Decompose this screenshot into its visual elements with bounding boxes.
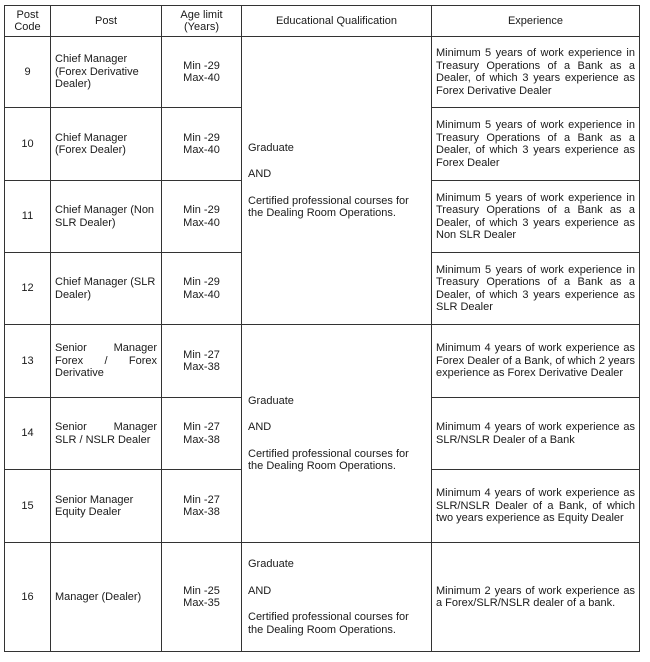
age-limit [162,398,242,470]
post-code: 16 [5,543,51,652]
age-max: Max-40 [183,72,220,84]
header-experience: Experience [432,6,640,37]
table-header-row [5,6,640,37]
experience-cell [432,181,640,253]
experience-text: Minimum 4 years of work experience as Forex Dealer of a Bank, of which 2 years experience as Forex Derivative Dealer [436,342,635,380]
post-name: Chief Manager (Non SLR Dealer) [51,181,162,253]
age-min: Min -29 [183,59,220,72]
header-age-line2: (Years) [183,21,220,33]
experience-cell [432,37,640,108]
post-name: Chief Manager (Forex Derivative Dealer) [51,37,162,108]
post-code: 10 [5,108,51,181]
posts-table [4,5,640,652]
post-name [51,398,162,470]
qualification-line3: Certified professional courses for the Dealing Room Operations. [248,447,409,472]
qualification-cell [242,543,432,652]
age-min: Min -29 [183,131,220,144]
age-limit [162,181,242,253]
post-name: Chief Manager (Forex Dealer) [51,108,162,181]
qualification-line3: Certified professional courses for the Dealing Room Operations. [248,611,409,636]
experience-text: Minimum 5 years of work experience in Treasury Operations of a Bank as a Dealer, of which 3 years experience as Non SLR Dealer [436,191,635,241]
qualification-line2: AND [248,421,272,433]
qualification-line1: Graduate [248,558,294,570]
post-name-text: Senior Manager Forex / Forex Derivative [55,342,157,380]
post-code: 9 [5,37,51,108]
experience-text: Minimum 5 years of work experience in Treasury Operations of a Bank as a Dealer, of which 3 years experience as Forex Dealer [436,119,635,169]
qualification-line3: Certified professional courses for the Dealing Room Operations. [248,194,409,219]
qualification-line2: AND [248,168,272,180]
age-max: Max-40 [183,216,220,229]
header-post-code [5,6,51,37]
age-max: Max-40 [183,144,220,156]
table-row [5,543,640,652]
header-post-code-line2: Code [14,21,41,33]
age-max: Max-38 [183,433,220,446]
experience-cell [432,470,640,543]
experience-cell [432,543,640,652]
post-name [51,325,162,398]
age-max: Max-38 [183,361,220,373]
age-max: Max-35 [183,597,220,609]
age-limit [162,325,242,398]
experience-text: Minimum 5 years of work experience in Treasury Operations of a Bank as a Dealer, of which 3 years experience as Forex Derivative Dealer [436,47,635,97]
post-name: Manager (Dealer) [51,543,162,652]
table-row [5,37,640,108]
qualification-line1: Graduate [248,141,294,154]
post-code: 13 [5,325,51,398]
experience-text: Minimum 2 years of work experience as a Forex/SLR/NSLR dealer of a bank. [436,584,635,609]
experience-text: Minimum 4 years of work experience as SLR/NSLR Dealer of a Bank, of which two years experience as Equity Dealer [436,487,635,525]
qualification-line1: Graduate [248,394,294,407]
experience-text: Minimum 4 years of work experience as SLR/NSLR Dealer of a Bank [436,421,635,446]
qualification-cell [242,325,432,543]
post-code: 15 [5,470,51,543]
qualification-cell [242,37,432,325]
age-limit [162,37,242,108]
age-min: Min -29 [183,276,220,288]
post-name: Senior Manager Equity Dealer [51,470,162,543]
age-limit [162,253,242,325]
header-qualification: Educational Qualification [242,6,432,37]
age-limit [162,543,242,652]
age-min: Min -25 [183,584,220,597]
post-code: 11 [5,181,51,253]
table-row [5,325,640,398]
age-limit [162,108,242,181]
post-name: Chief Manager (SLR Dealer) [51,253,162,325]
age-max: Max-40 [183,288,220,301]
age-max: Max-38 [183,506,220,518]
experience-cell [432,108,640,181]
post-code: 14 [5,398,51,470]
experience-text: Minimum 5 years of work experience in Treasury Operations of a Bank as a Dealer, of which 3 years experience as SLR Dealer [436,263,635,313]
experience-cell [432,325,640,398]
header-post-code-line1: Post [16,8,39,21]
header-post: Post [51,6,162,37]
post-code: 12 [5,253,51,325]
experience-cell [432,253,640,325]
experience-cell [432,398,640,470]
age-min: Min -27 [183,348,220,361]
age-min: Min -27 [183,493,220,506]
header-age-line1: Age limit [180,8,223,21]
post-name-text: Senior Manager SLR / NSLR Dealer [55,421,157,446]
age-limit [162,470,242,543]
age-min: Min -29 [183,204,220,216]
qualification-line2: AND [248,584,272,597]
age-min: Min -27 [183,421,220,433]
header-age-limit [162,6,242,37]
